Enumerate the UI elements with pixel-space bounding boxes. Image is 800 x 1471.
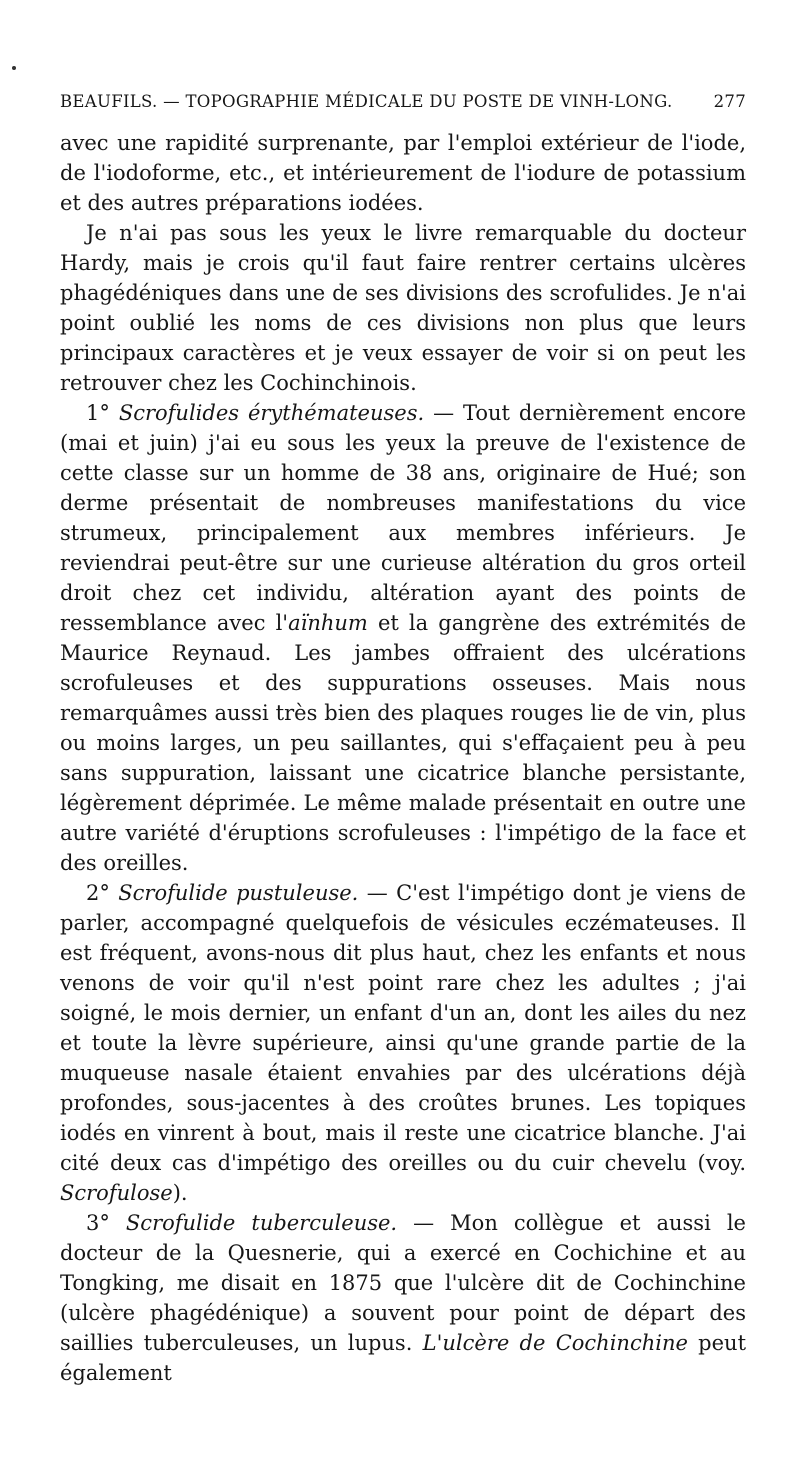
paragraph-text: — Tout dernièrement encore (mai et juin) j'ai eu sous les yeux la preuve de l'existence de cette classe sur un homme de 38 ans, originaire de Hué; son derme présentait de nombreuses manifestations du vice strumeux, principalement aux membres inférieurs. Je reviendrai peut-être sur une curieuse altération du gros orteil droit chez cet individu, altération ayant des points de ressemblance avec l' (60, 401, 747, 635)
cross-reference: Scrofulose (60, 1181, 173, 1205)
italic-term: aïnhum (288, 611, 368, 635)
body-text (60, 128, 746, 1388)
paragraph-text: — Mon collègue et aussi le docteur de la Quesnerie, qui a exercé en Cochichine et au Tongking, me disait en 1875 que l'ulcère dit de Cochinchine (ulcère phagédénique) a souvent pour point de départ des saillies tuberculeuses, un lupus. (60, 1211, 746, 1355)
paragraph-text: Je n'ai pas sous les yeux le livre remarquable du docteur Hardy, mais je crois qu'il faut faire rentrer certains ulcères phagédéniques dans une de ses divisions des scrofulides. Je n'ai point oublié les noms de ces divisions non plus que leurs principaux caractères et je veux essayer de voir si on peut les retrouver chez les Cochinchinois. (60, 221, 746, 395)
paragraph-text: ). (172, 1181, 188, 1205)
paragraph-tubercular-scrofulide (60, 1208, 746, 1388)
section-number: 3° (86, 1211, 110, 1235)
section-number: 2° (86, 881, 110, 905)
paragraph-pustular-scrofulide (60, 878, 746, 1208)
italic-term: L'ulcère de Cochinchine (422, 1331, 688, 1355)
paragraph-text: avec une rapidité surprenante, par l'emploi extérieur de l'iode, de l'iodoforme, etc., et intérieurement de l'iodure de potassium et des autres préparations iodées. (60, 131, 746, 215)
paragraph-hardy-divisions (60, 218, 746, 398)
paragraph-iodine-treatment (60, 128, 746, 218)
paragraph-text: peut également (60, 1331, 747, 1385)
paragraph-erythematous-scrofulides (60, 398, 746, 878)
running-head-title: BEAUFILS. — TOPOGRAPHIE MÉDICALE DU POSTE DE VINH-LONG. (60, 92, 673, 111)
section-number: 1° (86, 401, 110, 425)
running-head (60, 92, 746, 111)
section-heading: Scrofulide pustuleuse. (118, 881, 359, 905)
section-heading: Scrofulides érythémateuses. (118, 401, 425, 425)
margin-mark (12, 66, 16, 70)
paragraph-text: — C'est l'impétigo dont je viens de parler, accompagné quelquefois de vésicules eczémateuses. Il est fréquent, avons-nous dit plus haut, chez les enfants et nous venons de voir qu'il n'est point rare chez les adultes ; j'ai soigné, le mois dernier, un enfant d'un an, dont les ailes du nez et toute la lèvre supérieure, ainsi qu'une grande partie de la muqueuse nasale étaient envahies par des ulcérations déjà profondes, sous-jacentes à des croûtes brunes. Les topiques iodés en vinrent à bout, mais il reste une cicatrice blanche. J'ai cité deux cas d'impétigo des oreilles ou du cuir chevelu (voy. (60, 881, 746, 1175)
section-heading: Scrofulide tuberculeuse. (125, 1211, 398, 1235)
paragraph-text: et la gangrène des extrémités de Maurice Reynaud. Les jambes offraient des ulcérations scrofuleuses et des suppurations osseuses. Mais nous remarquâmes aussi très bien des plaques rouges lie de vin, plus ou moins larges, un peu saillantes, qui s'effaçaient peu à peu sans suppuration, laissant une cicatrice blanche persistante, légèrement déprimée. Le même malade présentait en outre une autre variété d'éruptions scrofuleuses : l'impétigo de la face et des oreilles. (60, 611, 746, 875)
page-number: 277 (713, 92, 746, 111)
